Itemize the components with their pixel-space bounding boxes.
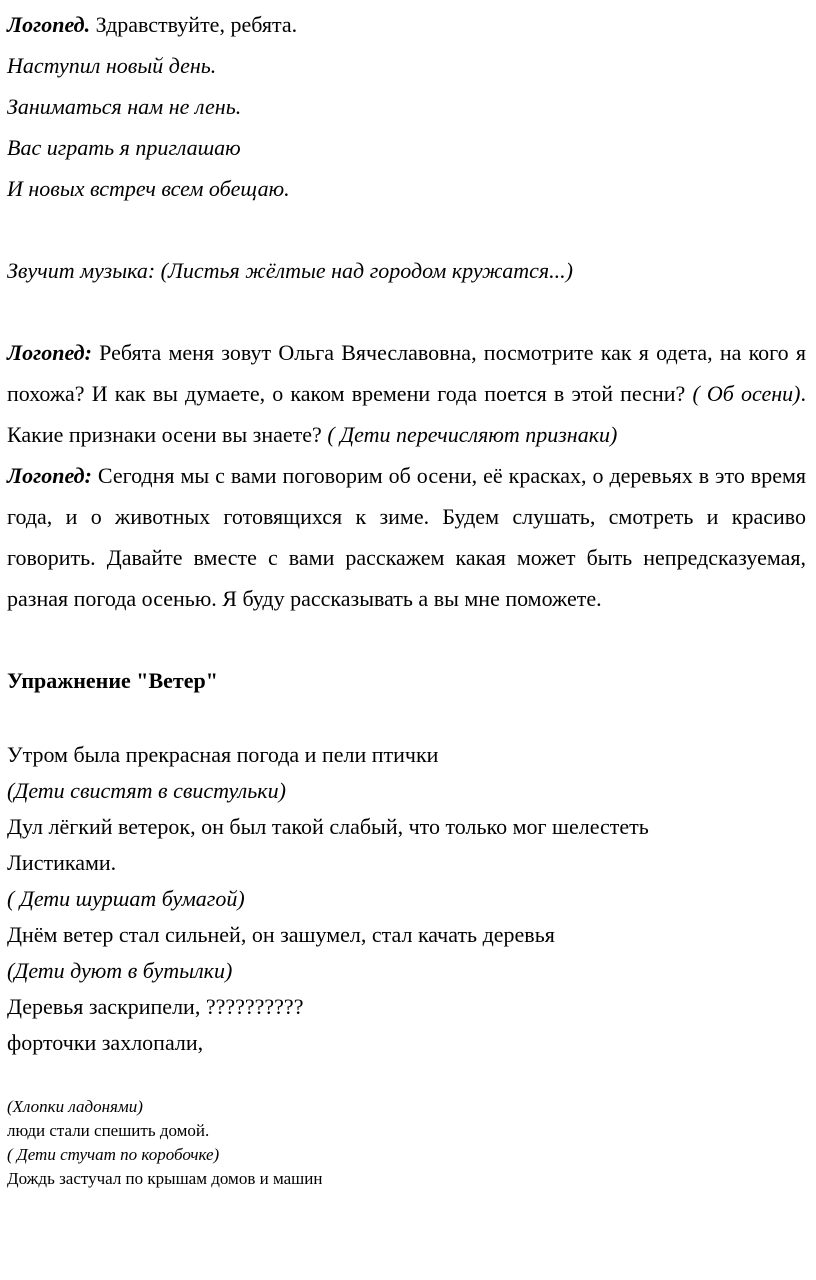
intro-speaker-line — [7, 4, 806, 45]
poem-line: Заниматься нам не лень. — [7, 94, 242, 119]
text-run: . Какие признаки осени вы знаете? — [7, 381, 807, 447]
poem-line: И новых встреч всем обещаю. — [7, 176, 290, 201]
speaker-label: Логопед: — [7, 463, 92, 488]
text-run: Здравствуйте, ребята. — [90, 12, 298, 37]
exercise-line: Днём ветер стал сильней, он зашумел, стал качать деревья — [7, 922, 555, 947]
exercise-line: Утром была прекрасная погода и пели птички — [7, 742, 439, 767]
dialogue-paragraph — [7, 455, 806, 619]
blank-line — [7, 619, 806, 660]
exercise-line: Деревья заскрипели, ?????????? — [7, 994, 304, 1019]
stage-direction: ( Дети перечисляют признаки) — [327, 422, 618, 447]
exercise-line: форточки захлопали, — [7, 1030, 204, 1055]
blank-line — [7, 1061, 806, 1095]
speaker-label: Логопед. — [7, 12, 91, 37]
poem-line: Наступил новый день. — [7, 53, 217, 78]
stage-direction-line: (Хлопки ладонями) — [7, 1097, 143, 1116]
blank-line — [7, 291, 806, 332]
stage-direction-line: ( Дети стучат по коробочке) — [7, 1145, 220, 1164]
stage-direction-line: (Дети свистят в свистульки) — [7, 778, 286, 803]
poem-line: Вас играть я приглашаю — [7, 135, 241, 160]
exercise-line: Листиками. — [7, 850, 117, 875]
exercise-heading: Упражнение "Ветер" — [7, 668, 218, 693]
exercise-line: Дул лёгкий ветерок, он был такой слабый, что только мог шелестеть — [7, 814, 649, 839]
dialogue-paragraph — [7, 332, 806, 455]
text-run: Сегодня мы с вами поговорим об осени, её красках, о деревьях в это время года, и о животных готовящихся к зиме. Будем слушать, смотреть и красиво говорить. Давайте вместе с вами расскажем какая может быть непредсказуемая, разная погода осенью. Я буду рассказывать а вы мне поможете. — [7, 463, 806, 611]
exercise-line: люди стали спешить домой. — [7, 1121, 210, 1140]
blank-line — [7, 701, 806, 737]
speaker-label: Логопед: — [7, 340, 92, 365]
text-run: Ребята меня зовут Ольга Вячеславовна, посмотрите как я одета, на кого я похожа? И как вы думаете, о каком времени года поется в этой песни? — [7, 340, 806, 406]
stage-direction-line: (Дети дуют в бутылки) — [7, 958, 233, 983]
exercise-line: Дождь застучал по крышам домов и машин — [7, 1169, 323, 1188]
stage-direction-line: ( Дети шуршат бумагой) — [7, 886, 245, 911]
blank-line — [7, 209, 806, 250]
music-cue-line: Звучит музыка: (Листья жёлтые над городом кружатся...) — [7, 258, 573, 283]
stage-direction: ( Об осени) — [692, 381, 801, 406]
